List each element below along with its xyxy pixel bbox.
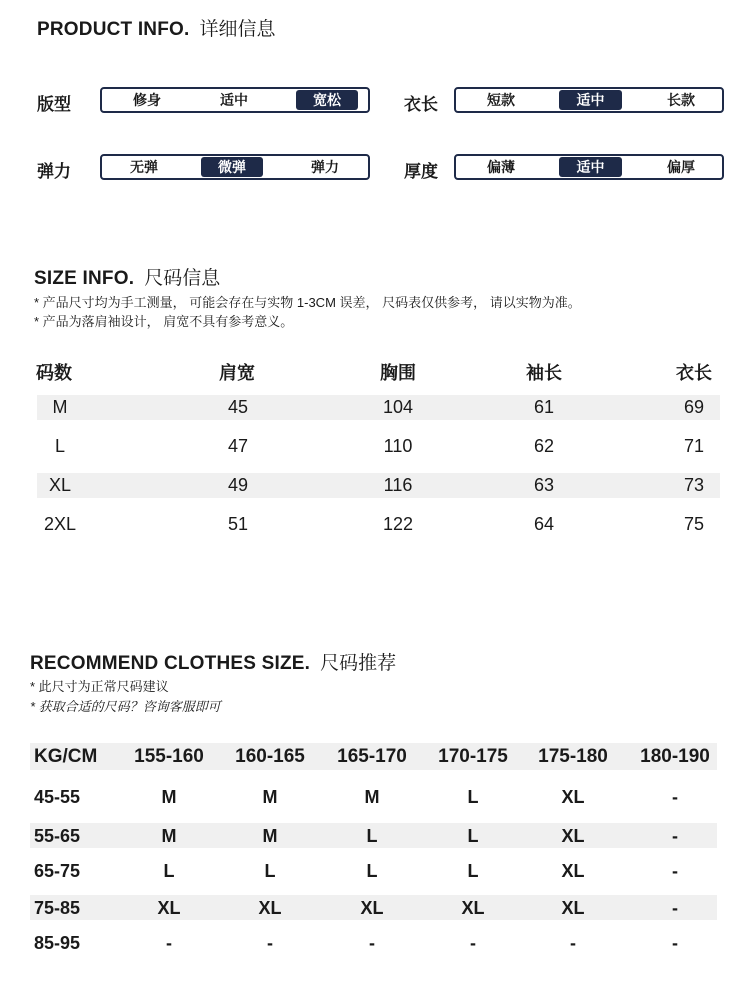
rec-header-height: 165-170 (337, 746, 407, 767)
size-cell: 62 (533, 436, 555, 456)
rec-size-cell: - (672, 826, 678, 846)
size-cell: 61 (533, 397, 555, 417)
size-cell: 116 (383, 475, 413, 495)
rec-size-cell: XL (561, 898, 585, 918)
size-info-title-cn: 尺码信息 (144, 268, 221, 289)
rec-size-cell: - (570, 933, 576, 953)
size-info-title-en: SIZE INFO. (34, 268, 135, 289)
attr-label-thickness: 厚度 (404, 162, 438, 181)
rec-size-cell: XL (258, 898, 282, 918)
rec-header-height: 155-160 (134, 746, 204, 767)
length-option-long: 长款 (667, 92, 695, 108)
size-cell: 75 (683, 514, 705, 534)
rec-size-cell: L (366, 826, 378, 846)
thickness-option-thin: 偏薄 (487, 159, 515, 175)
size-cell: 51 (227, 514, 249, 534)
recommend-title-en: RECOMMEND CLOTHES SIZE. (30, 653, 311, 674)
product-info-title-cn: 详细信息 (199, 19, 276, 40)
fit-option-loose-selected: 宽松 (296, 90, 358, 110)
rec-size-cell: XL (561, 861, 585, 881)
size-cell: 71 (683, 436, 705, 456)
rec-weight-cell: 65-75 (34, 861, 81, 881)
size-info-title (34, 263, 220, 290)
rec-weight-cell: 75-85 (34, 898, 81, 918)
size-cell: 73 (683, 475, 705, 495)
rec-size-cell: - (672, 861, 678, 881)
rec-size-cell: M (161, 787, 177, 807)
rec-size-cell: XL (360, 898, 384, 918)
attr-label-elasticity: 弹力 (37, 162, 71, 181)
length-option-short: 短款 (487, 92, 515, 108)
product-info-title-en: PRODUCT INFO. (37, 19, 190, 40)
fit-option-slim: 修身 (133, 92, 161, 108)
rec-size-cell: L (366, 861, 378, 881)
size-cell: 45 (227, 397, 249, 417)
recommend-note-1: * 此尺寸为正常尺码建议 (30, 679, 169, 694)
size-cell: 63 (533, 475, 555, 495)
size-cell: L (54, 436, 65, 456)
rec-size-cell: - (672, 787, 678, 807)
size-note-2: * 产品为落肩袖设计， 肩宽不具有参考意义。 (34, 314, 294, 329)
elasticity-selector (100, 154, 370, 180)
size-cell: 69 (683, 397, 705, 417)
thickness-selector (454, 154, 724, 180)
elasticity-option-none: 无弹 (130, 159, 158, 175)
size-cell: XL (48, 475, 72, 495)
size-cell: M (52, 397, 68, 417)
rec-size-cell: - (672, 933, 678, 953)
rec-size-cell: M (161, 826, 177, 846)
attr-label-length: 衣长 (404, 95, 438, 114)
size-header-size: 码数 (36, 363, 72, 383)
rec-size-cell: - (470, 933, 476, 953)
rec-size-cell: M (262, 787, 278, 807)
size-cell: 47 (227, 436, 249, 456)
rec-header-height: 160-165 (235, 746, 305, 767)
fit-option-regular: 适中 (220, 92, 248, 108)
rec-weight-cell: 55-65 (34, 826, 81, 846)
size-header-sleeve: 袖长 (526, 363, 562, 383)
length-option-medium-selected: 适中 (559, 90, 622, 110)
elasticity-option-slight-selected: 微弹 (201, 157, 263, 177)
thickness-option-medium-selected: 适中 (559, 157, 622, 177)
size-cell: 110 (383, 436, 413, 456)
size-cell: 2XL (43, 514, 77, 534)
rec-size-cell: XL (461, 898, 485, 918)
size-cell: 104 (382, 397, 414, 417)
rec-size-cell: XL (561, 826, 585, 846)
recommend-title (30, 648, 396, 675)
rec-header-height: 170-175 (438, 746, 508, 767)
rec-weight-cell: 45-55 (34, 787, 81, 807)
rec-size-cell: XL (561, 787, 585, 807)
elasticity-option-stretch: 弹力 (311, 159, 339, 175)
rec-size-cell: L (467, 826, 479, 846)
size-header-shoulder: 肩宽 (219, 363, 255, 383)
rec-size-cell: - (672, 898, 678, 918)
recommend-note-2: * 获取合适的尺码？咨询客服即可 (30, 699, 221, 714)
rec-size-cell: XL (157, 898, 181, 918)
size-header-chest: 胸围 (380, 363, 416, 383)
size-cell: 49 (227, 475, 249, 495)
size-header-length: 衣长 (676, 363, 712, 383)
rec-size-cell: - (166, 933, 172, 953)
rec-size-cell: L (264, 861, 276, 881)
attr-label-fit: 版型 (37, 95, 71, 114)
size-cell: 122 (382, 514, 414, 534)
rec-header-height: 175-180 (538, 746, 608, 767)
fit-selector (100, 87, 370, 113)
rec-header-height: 180-190 (640, 746, 710, 767)
rec-size-cell: M (262, 826, 278, 846)
recommend-title-cn: 尺码推荐 (320, 653, 397, 674)
rec-size-cell: L (467, 861, 479, 881)
rec-size-cell: L (163, 861, 175, 881)
thickness-option-thick: 偏厚 (667, 159, 695, 175)
rec-size-cell: - (369, 933, 375, 953)
length-selector (454, 87, 724, 113)
size-note-1: * 产品尺寸均为手工测量， 可能会存在与实物 1-3CM 误差， 尺码表仅供参考， 请以实物为准。 (34, 295, 581, 310)
rec-size-cell: M (364, 787, 380, 807)
rec-size-cell: - (267, 933, 273, 953)
size-cell: 64 (533, 514, 555, 534)
product-info-title (37, 14, 276, 41)
rec-weight-cell: 85-95 (34, 933, 81, 953)
rec-size-cell: L (467, 787, 479, 807)
rec-header-kgcm: KG/CM (34, 746, 98, 767)
